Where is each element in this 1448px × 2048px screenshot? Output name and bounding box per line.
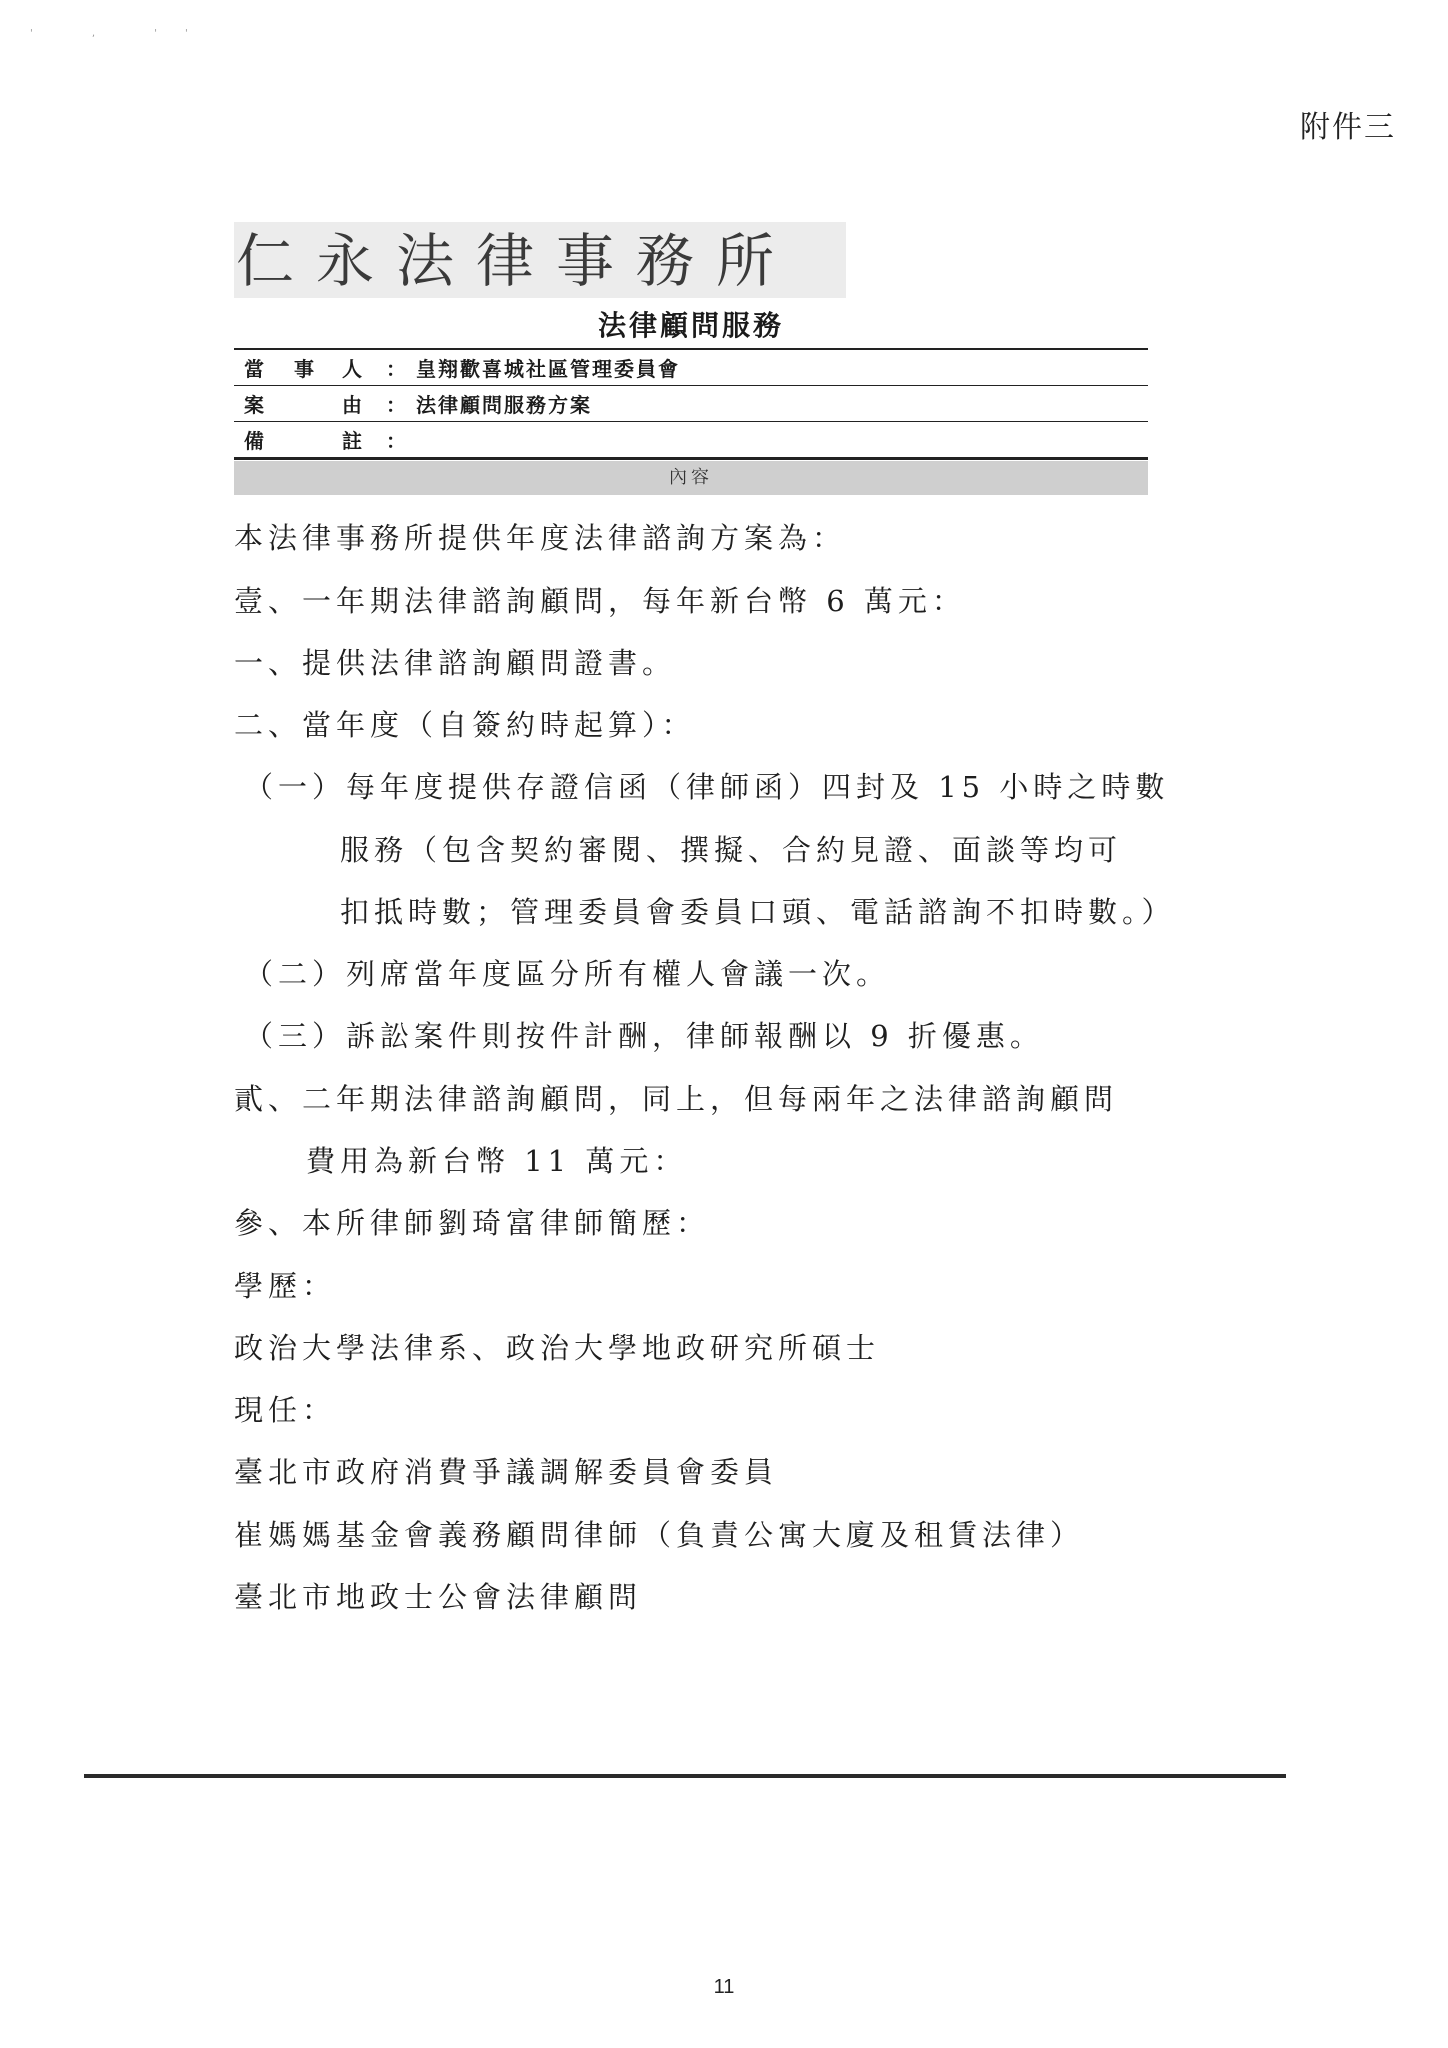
scan-artifact-marks: ' , '': [30, 28, 216, 39]
label-char: 人: [342, 357, 364, 381]
body-line-sub-2: （二）列席當年度區分所有權人會議一次。: [244, 957, 891, 991]
table-rule-top: [234, 348, 1148, 350]
label-char: 備: [244, 429, 266, 453]
body-line-position: 臺北市地政士公會法律顧問: [234, 1580, 643, 1614]
page-number: 11: [713, 1976, 735, 1998]
case-value: 法律顧問服務方案: [416, 393, 592, 417]
body-line-plan-1: 壹、一年期法律諮詢顧問，每年新台幣 6 萬元：: [234, 584, 966, 618]
label-char: 註: [342, 429, 364, 453]
case-row: [234, 388, 1148, 422]
body-line-sub-3: （三）訴訟案件則按件計酬，律師報酬以 9 折優惠。: [244, 1019, 1044, 1053]
body-line-education: 政治大學法律系、政治大學地政研究所碩士: [234, 1331, 881, 1365]
label-colon: ：: [386, 357, 408, 381]
label-colon: ：: [386, 393, 408, 417]
body-line-current-label: 現任：: [234, 1393, 337, 1427]
body-line-item-1: 一、提供法律諮詢顧問證書。: [234, 646, 677, 680]
body-line-intro: 本法律事務所提供年度法律諮詢方案為：: [234, 521, 847, 555]
footer-divider: [84, 1774, 1286, 1778]
body-line-position: 崔媽媽基金會義務顧問律師（負責公寓大廈及租賃法律）: [234, 1518, 1085, 1552]
firm-name: 仁永法律事務所: [236, 227, 797, 295]
label-char: 事: [294, 357, 316, 381]
remarks-row: [234, 424, 1148, 458]
body-line-education-label: 學歷：: [234, 1269, 337, 1303]
label-char: 由: [342, 393, 364, 417]
content-label: 內容: [669, 467, 713, 488]
label-char: 當: [244, 357, 266, 381]
body-line-lawyer: 參、本所律師劉琦富律師簡歷：: [234, 1206, 711, 1240]
annex-label: 附件三: [1300, 110, 1396, 145]
label-char: 案: [244, 393, 266, 417]
body-line-sub-1-cont: 服務（包含契約審閱、撰擬、合約見證、面談等均可: [340, 833, 1123, 867]
body-line-item-2: 二、當年度（自簽約時起算）：: [234, 708, 696, 742]
client-value: 皇翔歡喜城社區管理委員會: [416, 357, 680, 381]
body-line-sub-1-cont: 扣抵時數；管理委員會委員口頭、電話諮詢不扣時數。）: [340, 895, 1176, 929]
label-colon: ：: [386, 429, 408, 453]
service-title: 法律顧問服務: [597, 309, 784, 342]
body-line-plan-2-cont: 費用為新台幣 11 萬元：: [306, 1144, 688, 1178]
body-line-sub-1: （一）每年度提供存證信函（律師函）四封及 15 小時之時數: [244, 770, 1170, 804]
body-line-position: 臺北市政府消費爭議調解委員會委員: [234, 1455, 779, 1489]
body-line-plan-2: 貳、二年期法律諮詢顧問，同上，但每兩年之法律諮詢顧問: [234, 1082, 1119, 1116]
client-row: [234, 352, 1148, 386]
